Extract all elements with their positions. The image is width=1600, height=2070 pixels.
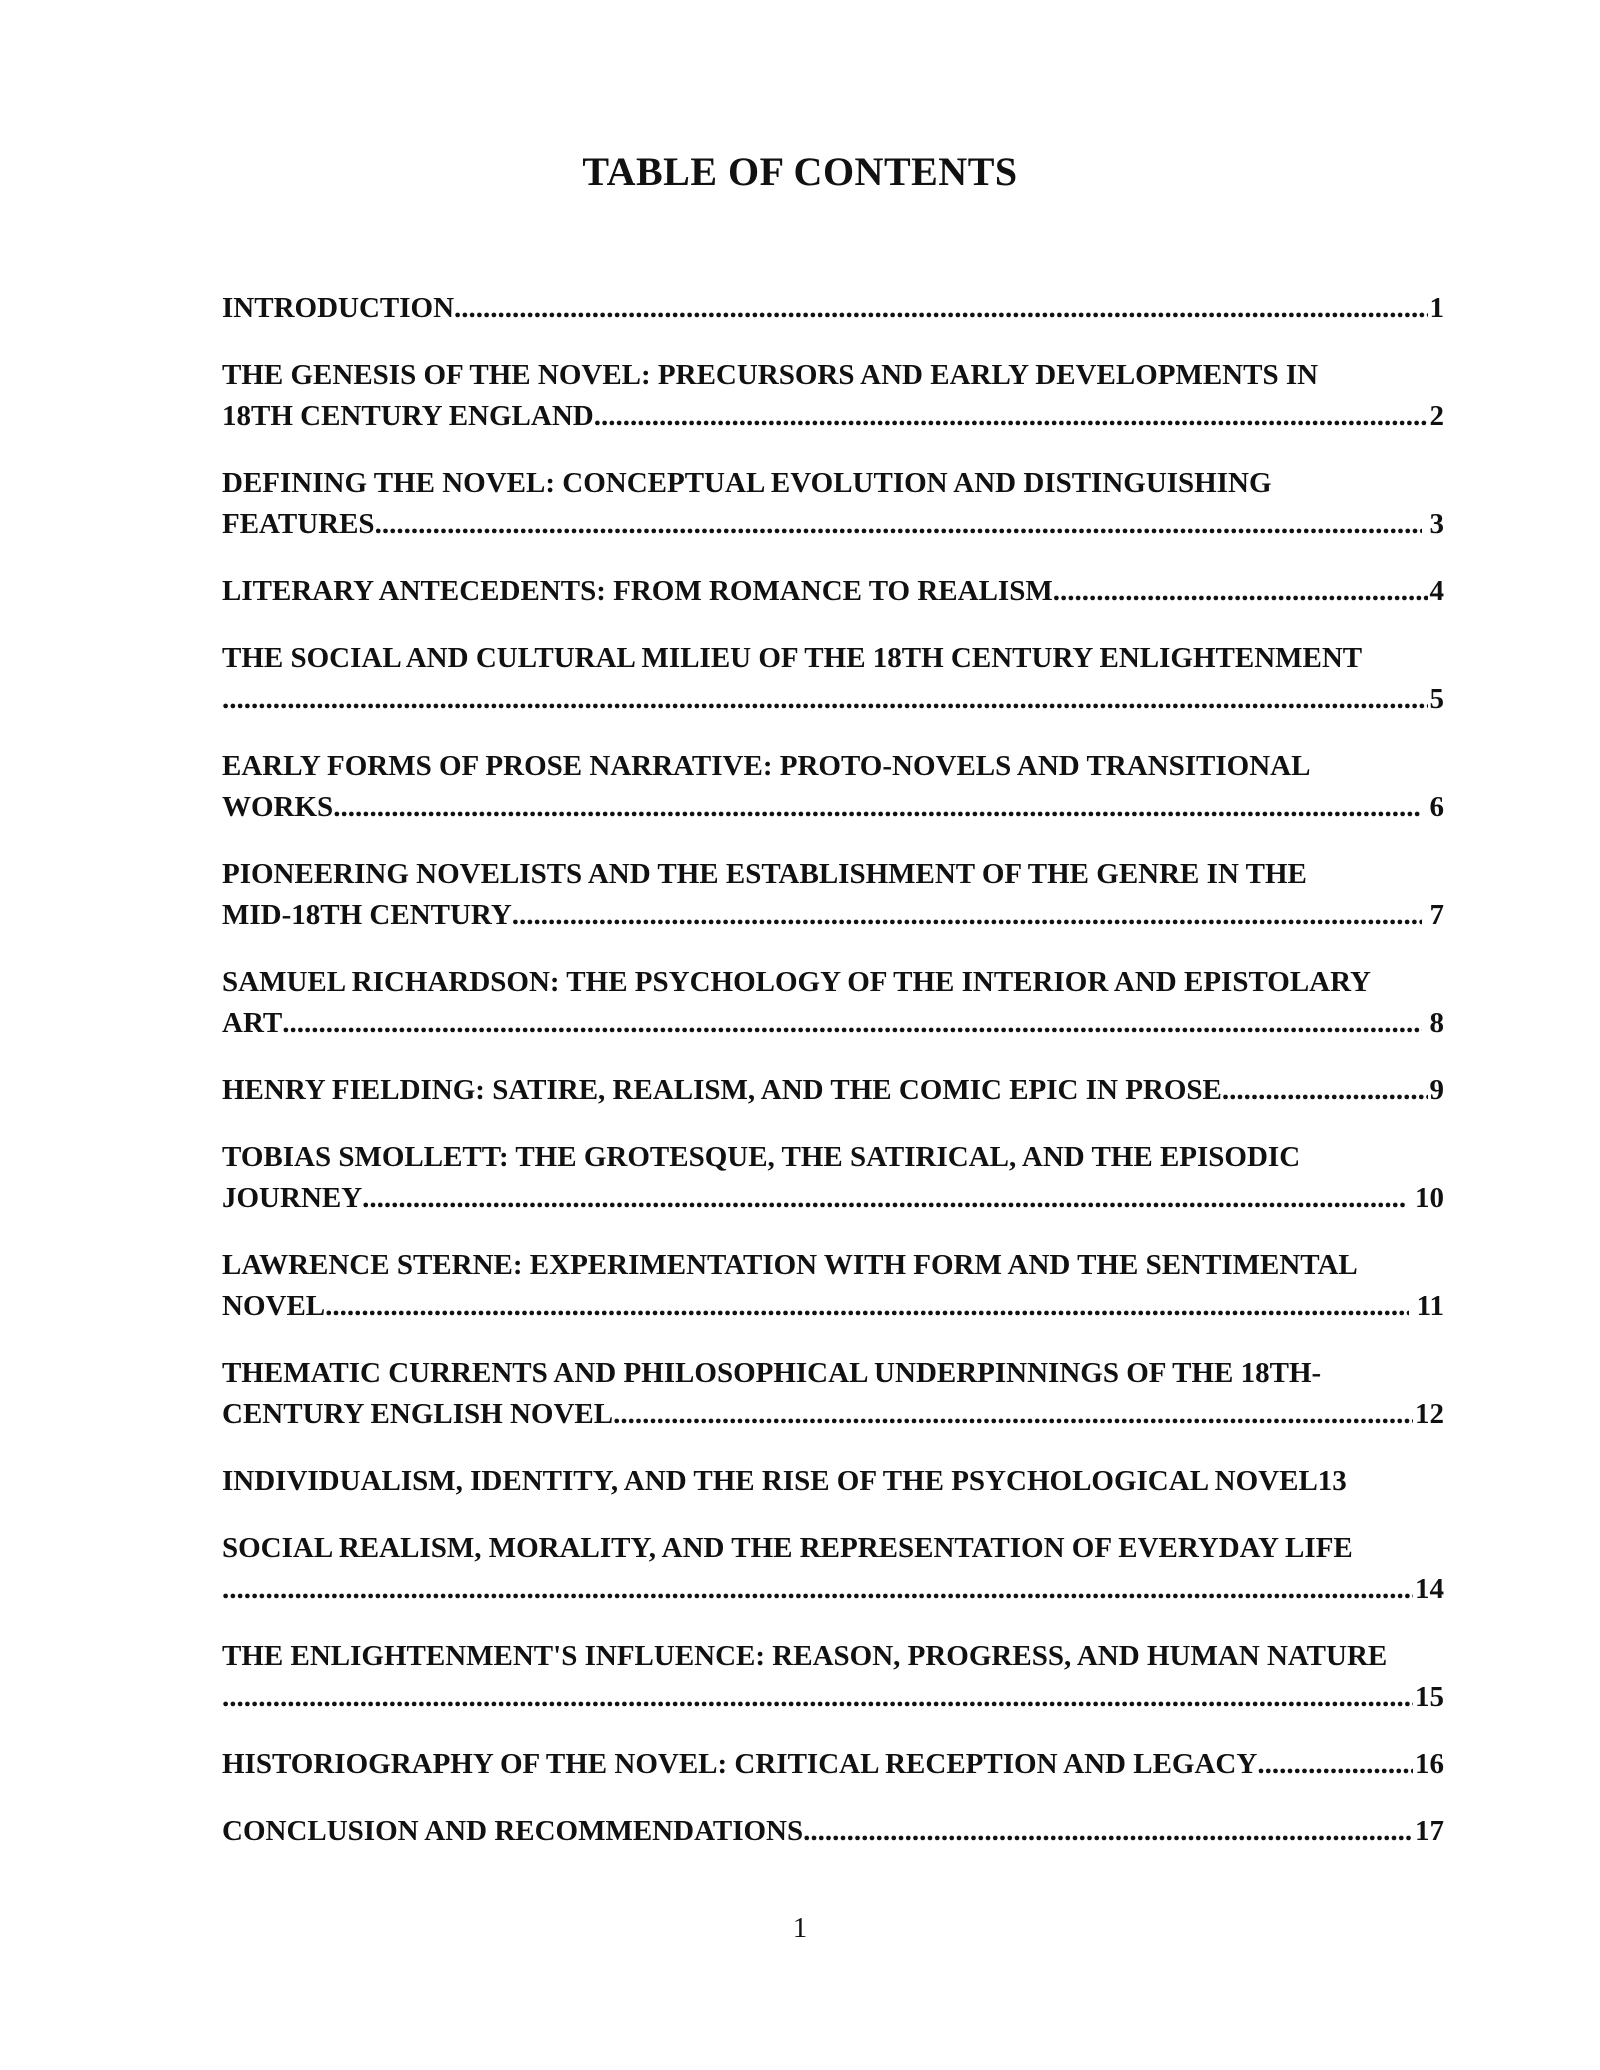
toc-entry-leader-line	[222, 1178, 1444, 1219]
dot-leader	[512, 895, 1422, 936]
dot-leader	[1257, 1744, 1413, 1785]
toc-entry-page-number: 5	[1429, 683, 1444, 715]
toc-entry[interactable]	[222, 854, 1444, 936]
toc-entry-leader-line	[222, 1744, 1444, 1785]
toc-entry-title-continuation: CONCLUSION AND RECOMMENDATIONS	[222, 1815, 804, 1847]
toc-entry-leader-line	[222, 396, 1444, 437]
toc-entry[interactable]	[222, 1137, 1444, 1219]
toc-entry-leader-line	[222, 571, 1444, 612]
toc-entry-page-number: 8	[1429, 1007, 1444, 1039]
dot-leader	[282, 1003, 1421, 1044]
toc-entry-title-line: LAWRENCE STERNE: EXPERIMENTATION WITH FORM AND THE SENTIMENTAL	[222, 1249, 1358, 1281]
toc-entry[interactable]	[222, 1744, 1444, 1785]
toc-entry-page-number: 11	[1416, 1290, 1444, 1322]
dot-leader	[803, 1811, 1413, 1852]
toc-entry-title-line: PIONEERING NOVELISTS AND THE ESTABLISHMENT OF THE GENRE IN THE	[222, 858, 1307, 890]
toc-entry[interactable]	[222, 1811, 1444, 1852]
toc-entry-leader-line	[222, 1394, 1444, 1435]
toc-entry-leader-line	[222, 1070, 1444, 1111]
toc-entry[interactable]	[222, 1636, 1444, 1718]
toc-entry-page-number: 16	[1415, 1748, 1444, 1780]
toc-entry[interactable]	[222, 355, 1444, 437]
toc-entry-page-number: 17	[1415, 1815, 1444, 1847]
toc-entry-page-number: 12	[1415, 1398, 1444, 1430]
toc-entry-title-continuation: INTRODUCTION	[222, 292, 455, 324]
toc-entry-leader-line	[222, 787, 1444, 828]
toc-entry[interactable]	[222, 1245, 1444, 1327]
toc-entry[interactable]	[222, 1070, 1444, 1111]
toc-entry-leader-line	[222, 895, 1444, 936]
toc-entry-title-continuation: 18TH CENTURY ENGLAND	[222, 400, 594, 432]
toc-entry-title-line: SOCIAL REALISM, MORALITY, AND THE REPRESENTATION OF EVERYDAY LIFE	[222, 1532, 1353, 1564]
toc-entry-title-continuation: LITERARY ANTECEDENTS: FROM ROMANCE TO REALISM	[222, 575, 1053, 607]
toc-entry-title-line: DEFINING THE NOVEL: CONCEPTUAL EVOLUTION AND DISTINGUISHING	[222, 467, 1272, 499]
toc-entry-title-line: INDIVIDUALISM, IDENTITY, AND THE RISE OF THE PSYCHOLOGICAL NOVEL13	[222, 1465, 1347, 1497]
toc-entry-page-number: 3	[1429, 508, 1444, 540]
dot-leader	[325, 1286, 1408, 1327]
toc-entry[interactable]	[222, 638, 1444, 720]
dot-leader	[613, 1394, 1413, 1435]
toc-entry[interactable]	[222, 1528, 1444, 1610]
toc-entry-page-number: 2	[1429, 400, 1444, 432]
page-number: 1	[792, 1912, 808, 1944]
toc-entry-title-continuation: FEATURES	[222, 508, 375, 540]
toc-entry-page-number: 6	[1429, 791, 1444, 823]
dot-leader	[1053, 571, 1428, 612]
toc-entry-page-number: 1	[1429, 292, 1444, 324]
toc-entry-leader-line	[222, 1286, 1444, 1327]
toc-entry-title-continuation: HISTORIOGRAPHY OF THE NOVEL: CRITICAL RECEPTION AND LEGACY	[222, 1748, 1258, 1780]
toc-entry[interactable]	[222, 1461, 1444, 1502]
toc-entry-page-number: 14	[1415, 1573, 1444, 1605]
toc-entry-title-continuation: CENTURY ENGLISH NOVEL	[222, 1398, 614, 1430]
toc-entry-title-line: THE SOCIAL AND CULTURAL MILIEU OF THE 18TH CENTURY ENLIGHTENMENT	[222, 642, 1363, 674]
toc-entry-leader-line	[222, 1569, 1444, 1610]
toc-entry-title-continuation: JOURNEY	[222, 1182, 363, 1214]
dot-leader	[375, 504, 1422, 545]
toc-entry-title-continuation: WORKS	[222, 791, 334, 823]
toc-entry-title-line: EARLY FORMS OF PROSE NARRATIVE: PROTO-NOVELS AND TRANSITIONAL	[222, 750, 1311, 782]
toc-entry-title-continuation: NOVEL	[222, 1290, 326, 1322]
toc-entry-leader-line	[222, 288, 1444, 329]
page-title: TABLE OF CONTENTS	[582, 149, 1018, 194]
toc-entry-leader-line	[222, 679, 1444, 720]
toc-entry-title-line: THE ENLIGHTENMENT'S INFLUENCE: REASON, PROGRESS, AND HUMAN NATURE	[222, 1640, 1388, 1672]
toc-entry[interactable]	[222, 463, 1444, 545]
dot-leader	[362, 1178, 1407, 1219]
dot-leader	[222, 1677, 1413, 1718]
toc-entry-title-continuation: ART	[222, 1007, 283, 1039]
toc-entry-page-number: 10	[1415, 1182, 1444, 1214]
toc-entry-page-number: 15	[1415, 1681, 1444, 1713]
toc-entry-page-number: 9	[1429, 1074, 1444, 1106]
toc-entry[interactable]	[222, 1353, 1444, 1435]
toc-entry-leader-line	[222, 1811, 1444, 1852]
toc-entry-leader-line	[222, 504, 1444, 545]
dot-leader	[594, 396, 1428, 437]
toc-entry-title-line: THEMATIC CURRENTS AND PHILOSOPHICAL UNDERPINNINGS OF THE 18TH-	[222, 1357, 1322, 1389]
table-of-contents	[222, 288, 1444, 1852]
dot-leader	[454, 288, 1427, 329]
toc-entry-title-line: SAMUEL RICHARDSON: THE PSYCHOLOGY OF THE INTERIOR AND EPISTOLARY	[222, 966, 1371, 998]
toc-entry-page-number: 4	[1429, 575, 1444, 607]
toc-entry-title-line: THE GENESIS OF THE NOVEL: PRECURSORS AND EARLY DEVELOPMENTS IN	[222, 359, 1319, 391]
dot-leader	[333, 787, 1421, 828]
dot-leader	[222, 679, 1428, 720]
toc-entry[interactable]	[222, 571, 1444, 612]
toc-entry-title-line: TOBIAS SMOLLETT: THE GROTESQUE, THE SATIRICAL, AND THE EPISODIC	[222, 1141, 1301, 1173]
toc-entry[interactable]	[222, 962, 1444, 1044]
toc-entry[interactable]	[222, 288, 1444, 329]
dot-leader	[222, 1569, 1413, 1610]
toc-entry-page-number: 7	[1429, 899, 1444, 931]
toc-entry[interactable]	[222, 746, 1444, 828]
toc-entry-title-continuation: MID-18TH CENTURY	[222, 899, 512, 931]
dot-leader	[1222, 1070, 1428, 1111]
toc-entry-leader-line	[222, 1003, 1444, 1044]
toc-entry-leader-line	[222, 1677, 1444, 1718]
toc-entry-title-continuation: HENRY FIELDING: SATIRE, REALISM, AND THE COMIC EPIC IN PROSE	[222, 1074, 1222, 1106]
